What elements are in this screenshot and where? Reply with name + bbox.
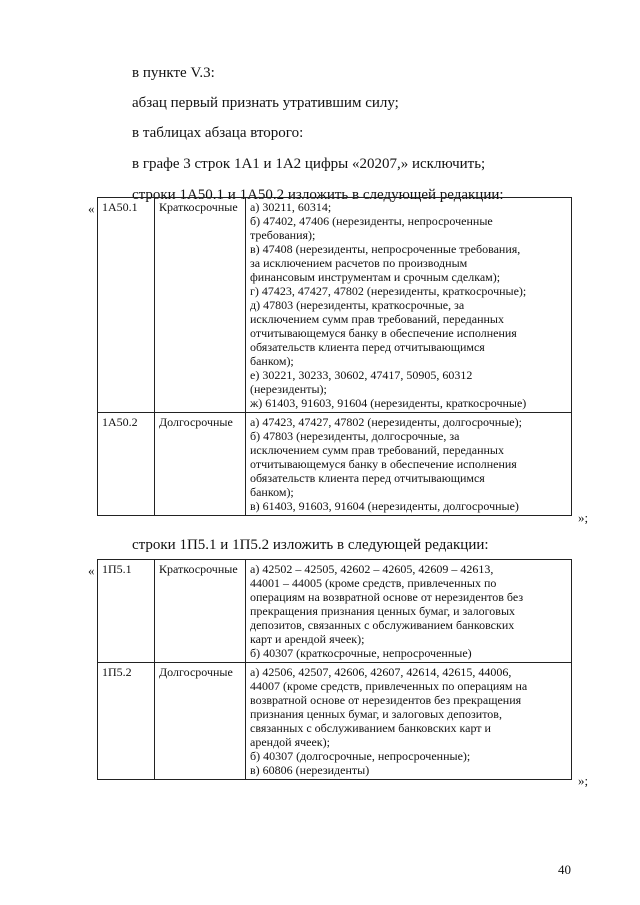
paragraph-4: в графе 3 строк 1А1 и 1А2 цифры «20207,» исключить; xyxy=(132,156,486,172)
row-term: Долгосрочные xyxy=(155,413,246,516)
row-accounts xyxy=(246,560,572,663)
row-code: 1А50.1 xyxy=(98,198,155,413)
account-line: б) 47803 (нерезиденты, долгосрочные, за xyxy=(250,429,460,443)
account-line: депозитов, связанных с обслуживанием банковских xyxy=(250,618,515,632)
page-number: 40 xyxy=(558,862,571,877)
quote-open: « xyxy=(88,201,95,216)
account-line: в) 60806 (нерезиденты) xyxy=(250,763,370,777)
account-line: б) 47402, 47406 (нерезиденты, непросроченные xyxy=(250,214,493,228)
account-line: е) 30221, 30233, 30602, 47417, 50905, 60312 xyxy=(250,368,473,382)
account-line: требования); xyxy=(250,228,316,242)
row-accounts xyxy=(246,413,572,516)
quote-close: »; xyxy=(578,510,589,525)
account-line: обязательств клиента перед отчитывающимся xyxy=(250,471,485,485)
row-term: Краткосрочные xyxy=(155,560,246,663)
row-term: Краткосрочные xyxy=(155,198,246,413)
table-1 xyxy=(97,197,572,516)
row-accounts xyxy=(246,198,572,413)
account-line: банком); xyxy=(250,354,294,368)
paragraph-1: в пункте V.3: xyxy=(132,65,215,81)
account-line: отчитывающемуся банку в обеспечение исполнения xyxy=(250,326,517,340)
row-accounts xyxy=(246,663,572,780)
account-line: а) 30211, 60314; xyxy=(250,200,332,214)
account-line: прекращения признания ценных бумаг, и залоговых xyxy=(250,604,516,618)
quote-open: « xyxy=(88,563,95,578)
row-code: 1А50.2 xyxy=(98,413,155,516)
account-line: возвратной основе от нерезидентов без прекращения xyxy=(250,693,522,707)
account-line: исключением сумм прав требований, переданных xyxy=(250,443,504,457)
table-row xyxy=(98,560,572,663)
paragraph-2: абзац первый признать утратившим силу; xyxy=(132,95,399,111)
account-line: арендой ячеек); xyxy=(250,735,330,749)
paragraph-3: в таблицах абзаца второго: xyxy=(132,125,304,141)
account-line: связанных с обслуживанием банковских карт и xyxy=(250,721,491,735)
account-line: 44001 – 44005 (кроме средств, привлеченных по xyxy=(250,576,497,590)
account-line: за исключением расчетов по производным xyxy=(250,256,468,270)
row-code: 1П5.2 xyxy=(98,663,155,780)
account-line: (нерезиденты); xyxy=(250,382,327,396)
account-line: признания ценных бумаг, и залоговых депозитов, xyxy=(250,707,502,721)
account-line: а) 42506, 42507, 42606, 42607, 42614, 42615, 44006, xyxy=(250,665,512,679)
account-line: в) 61403, 91603, 91604 (нерезиденты, долгосрочные) xyxy=(250,499,519,513)
account-line: карт и арендой ячеек); xyxy=(250,632,365,646)
table-row xyxy=(98,663,572,780)
account-line: операциям на возвратной основе от нерезидентов без xyxy=(250,590,524,604)
paragraph-6: строки 1П5.1 и 1П5.2 изложить в следующей редакции: xyxy=(132,537,489,553)
row-term: Долгосрочные xyxy=(155,663,246,780)
quote-close: »; xyxy=(578,773,589,788)
account-line: банком); xyxy=(250,485,294,499)
account-line: отчитывающемуся банку в обеспечение исполнения xyxy=(250,457,517,471)
account-line: исключением сумм прав требований, переданных xyxy=(250,312,504,326)
paragraph-5: строки 1А50.1 и 1А50.2 изложить в следующей редакции: xyxy=(132,187,504,203)
account-line: г) 47423, 47427, 47802 (нерезиденты, краткосрочные); xyxy=(250,284,527,298)
account-line: в) 47408 (нерезиденты, непросроченные требования, xyxy=(250,242,521,256)
account-line: обязательств клиента перед отчитывающимся xyxy=(250,340,485,354)
row-code: 1П5.1 xyxy=(98,560,155,663)
account-line: б) 40307 (краткосрочные, непросроченные) xyxy=(250,646,472,660)
table-row xyxy=(98,413,572,516)
account-line: ж) 61403, 91603, 91604 (нерезиденты, краткосрочные) xyxy=(250,396,527,410)
account-line: а) 42502 – 42505, 42602 – 42605, 42609 – 42613, xyxy=(250,562,494,576)
account-line: а) 47423, 47427, 47802 (нерезиденты, долгосрочные); xyxy=(250,415,522,429)
account-line: финансовым инструментам и срочным сделкам); xyxy=(250,270,501,284)
account-line: б) 40307 (долгосрочные, непросроченные); xyxy=(250,749,471,763)
account-line: д) 47803 (нерезиденты, краткосрочные, за xyxy=(250,298,465,312)
table-row xyxy=(98,198,572,413)
account-line: 44007 (кроме средств, привлеченных по операциям на xyxy=(250,679,528,693)
table-2 xyxy=(97,559,572,780)
